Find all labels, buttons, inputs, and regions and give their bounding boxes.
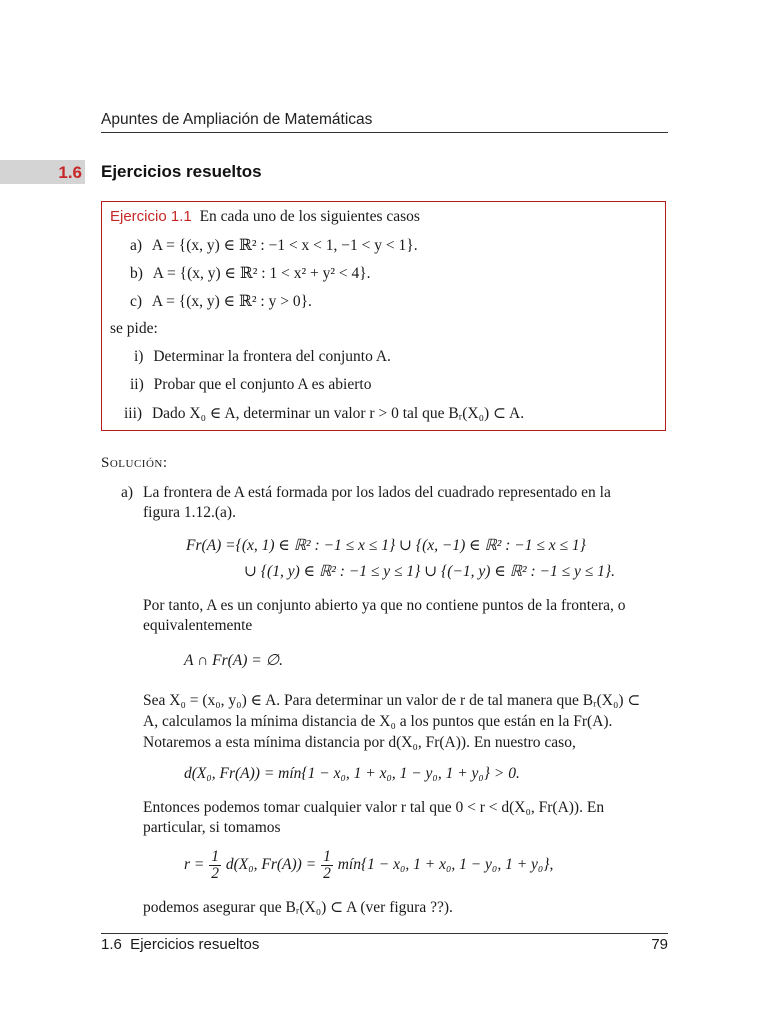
equation-intersection: A ∩ Fr(A) = ∅.: [184, 652, 284, 669]
solution-paragraph: Notaremos a esta mínima distancia por d(X₀, Fr(A)). En nuestro caso,: [143, 734, 576, 751]
case-text: A = {(x, y) ∈ ℝ² : 1 < x² + y² < 4}.: [152, 265, 371, 282]
running-header: Apuntes de Ampliación de Matemáticas: [101, 111, 373, 128]
solution-label: Solución:: [101, 455, 168, 471]
case-marker: a): [130, 237, 143, 254]
footer-section-title: 1.6 Ejercicios resueltos: [101, 936, 260, 953]
fraction-half: [209, 849, 221, 882]
solution-paragraph: Por tanto, A es un conjunto abierto ya que no contiene puntos de la frontera, o: [143, 597, 626, 614]
fraction-numerator: 1: [323, 848, 331, 865]
task-item: [134, 348, 391, 366]
task-item: [130, 376, 371, 394]
equation-radius-mid: d(X₀, Fr(A)) =: [225, 856, 317, 874]
case-text: A = {(x, y) ∈ ℝ² : y > 0}.: [151, 293, 312, 310]
case-item: [130, 264, 371, 283]
exercise-box: [101, 201, 666, 431]
fraction-half: [321, 849, 333, 882]
solution-paragraph: Entonces podemos tomar cualquier valor r tal que 0 < r < d(X₀, Fr(A)). En: [143, 799, 605, 816]
equation-frontier-cont: ∪ {(1, y) ∈ ℝ² : −1 ≤ y ≤ 1} ∪ {(−1, y) ∈ ℝ² : −1 ≤ y ≤ 1}.: [244, 563, 615, 580]
task-text: Determinar la frontera del conjunto A.: [153, 348, 391, 365]
task-marker: iii): [124, 405, 143, 422]
case-marker: c): [130, 293, 143, 310]
header-rule: [101, 132, 668, 133]
exercise-header: [110, 208, 420, 226]
exercise-intro: En cada uno de los siguientes casos: [199, 208, 420, 225]
solution-paragraph: figura 1.12.(a).: [143, 504, 236, 521]
task-marker: i): [134, 348, 144, 365]
equation-radius-rhs: mín{1 − x₀, 1 + x₀, 1 − y₀, 1 + y₀},: [337, 856, 554, 874]
task-text: Probar que el conjunto A es abierto: [153, 376, 372, 393]
section-number-bar: [0, 160, 85, 184]
solution-paragraph: A, calculamos la mínima distancia de X₀ a los puntos que están en la Fr(A).: [143, 713, 613, 730]
task-text: Dado X₀ ∈ A, determinar un valor r > 0 tal que Bᵣ(X₀) ⊂ A.: [151, 405, 525, 422]
case-item: [130, 292, 312, 311]
equation-radius-lhs: r =: [184, 856, 205, 874]
section-title: Ejercicios resueltos: [101, 162, 262, 181]
case-item: [130, 236, 418, 255]
case-text: A = {(x, y) ∈ ℝ² : −1 < x < 1, −1 < y < 1}.: [151, 237, 418, 254]
solution-paragraph: La frontera de A está formada por los lados del cuadrado representado en la: [143, 484, 611, 501]
page-number: 79: [651, 936, 668, 953]
solution-paragraph: Sea X₀ = (x₀, y₀) ∈ A. Para determinar un valor de r de tal manera que Bᵣ(X₀) ⊂: [143, 692, 641, 709]
exercise-label: Ejercicio 1.1: [110, 208, 192, 225]
equation-radius: [184, 849, 553, 882]
equation-distance: d(X₀, Fr(A)) = mín{1 − x₀, 1 + x₀, 1 − y₀, 1 + y₀} > 0.: [184, 765, 520, 782]
se-pide-text: se pide:: [110, 320, 158, 337]
fraction-denominator: 2: [323, 865, 331, 882]
solution-paragraph: podemos asegurar que Bᵣ(X₀) ⊂ A (ver figura ??).: [143, 899, 453, 916]
solution-paragraph: particular, si tomamos: [143, 819, 281, 836]
solution-item-marker: a): [121, 484, 134, 501]
fraction-denominator: 2: [211, 865, 219, 882]
case-marker: b): [130, 265, 143, 282]
equation-frontier: Fr(A) ={(x, 1) ∈ ℝ² : −1 ≤ x ≤ 1} ∪ {(x, −1) ∈ ℝ² : −1 ≤ x ≤ 1}: [186, 537, 586, 554]
task-item: [124, 404, 524, 423]
task-marker: ii): [130, 376, 144, 393]
section-number: 1.6: [58, 163, 82, 182]
footer-rule: [101, 933, 668, 934]
fraction-numerator: 1: [211, 848, 219, 865]
solution-paragraph: equivalentemente: [143, 617, 253, 634]
